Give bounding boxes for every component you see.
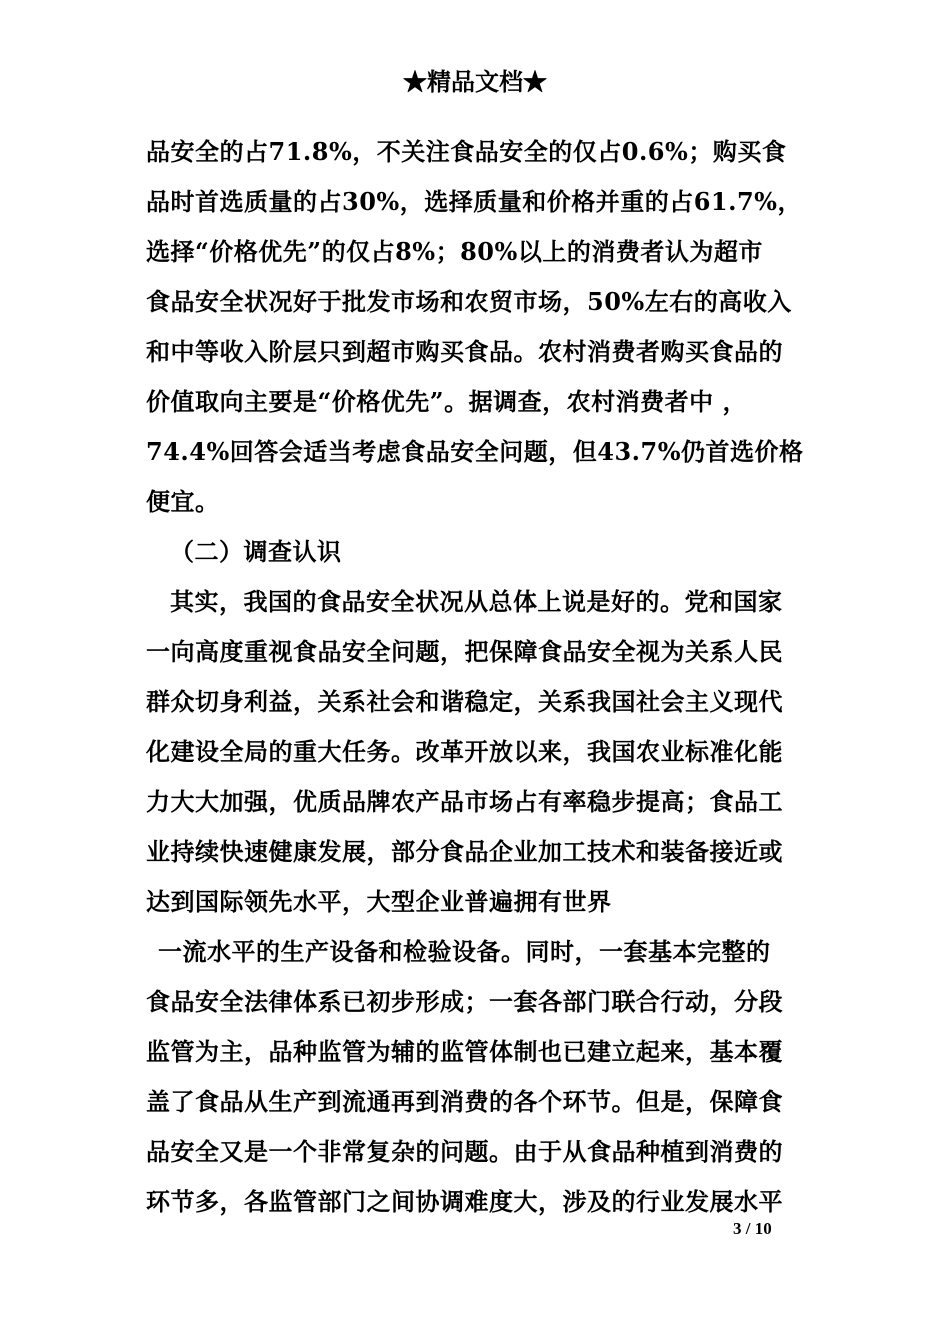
body-text-line: 食品安全状况好于批发市场和农贸市场，50%左右的高收入 <box>146 287 792 316</box>
body-text-line: 盖了食品从生产到流通再到消费的各个环节。但是，保障食 <box>146 1087 783 1116</box>
body-text-line: 选择“价格优先”的仅占8%；80%以上的消费者认为超市 <box>146 237 763 266</box>
body-text-line: 品安全的占71.8%，不关注食品安全的仅占0.6%；购买食 <box>146 137 787 166</box>
body-text-line: 74.4%回答会适当考虑食品安全问题，但43.7%仍首选价格 <box>146 437 804 466</box>
body-text-line: 环节多，各监管部门之间协调难度大，涉及的行业发展水平 <box>146 1187 783 1216</box>
section-heading: （二）调查认识 <box>170 537 342 566</box>
body-text-line: 和中等收入阶层只到超市购买食品。农村消费者购买食品的 <box>146 337 783 366</box>
page-number: 3 / 10 <box>733 1219 772 1238</box>
body-text-line: 一向高度重视食品安全问题，把保障食品安全视为关系人民 <box>146 637 783 666</box>
body-text-line: 价值取向主要是“价格优先”。据调查，农村消费者中 ， <box>146 387 747 416</box>
body-text-line: 达到国际领先水平，大型企业普遍拥有世界 <box>146 887 612 916</box>
body-text-line: 力大大加强，优质品牌农产品市场占有率稳步提高；食品工 <box>146 787 783 816</box>
body-text-line: 其实，我国的食品安全状况从总体上说是好的。党和国家 <box>170 587 783 616</box>
body-text-line: 便宜。 <box>146 487 220 516</box>
document-header-title: ★精品文档★ <box>403 67 547 96</box>
body-text-line: 群众切身利益，关系社会和谐稳定，关系我国社会主义现代 <box>146 687 783 716</box>
body-text-line: 品安全又是一个非常复杂的问题。由于从食品种植到消费的 <box>146 1137 783 1166</box>
body-text-line: 业持续快速健康发展，部分食品企业加工技术和装备接近或 <box>146 837 783 866</box>
body-text-line: 一流水平的生产设备和检验设备。同时，一套基本完整的 <box>158 937 771 966</box>
body-text-line: 品时首选质量的占30%，选择质量和价格并重的占61.7%， <box>146 187 802 216</box>
body-text-line: 监管为主，品种监管为辅的监管体制也已建立起来，基本覆 <box>146 1037 783 1066</box>
body-text-line: 化建设全局的重大任务。改革开放以来，我国农业标准化能 <box>146 737 783 766</box>
body-text-line: 食品安全法律体系已初步形成；一套各部门联合行动，分段 <box>146 987 783 1016</box>
